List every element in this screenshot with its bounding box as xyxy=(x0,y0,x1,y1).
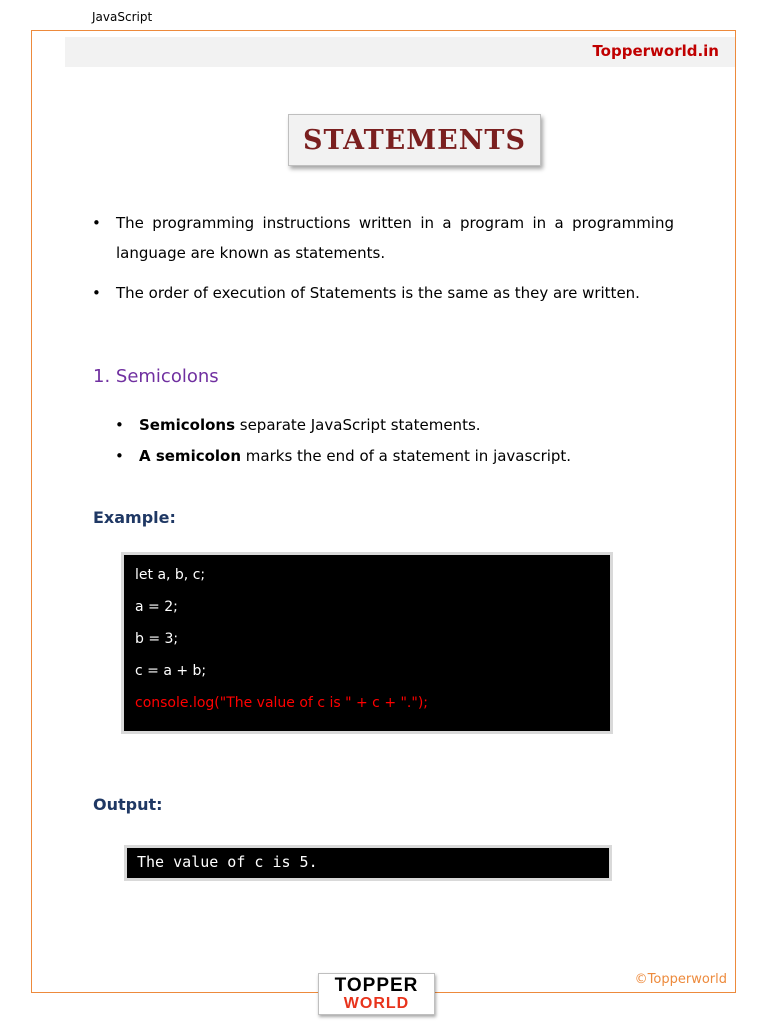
bullet-bold-term: A semicolon xyxy=(139,447,242,465)
header-bar xyxy=(65,37,735,67)
list-item xyxy=(115,441,675,472)
bullet-text: separate JavaScript statements. xyxy=(235,416,481,434)
copyright-text: ©Topperworld xyxy=(634,972,727,987)
code-line: c = a + b; xyxy=(135,663,207,679)
code-block xyxy=(121,552,613,734)
code-line: let a, b, c; xyxy=(135,567,206,583)
output-text: The value of c is 5. xyxy=(137,853,318,871)
code-line: a = 2; xyxy=(135,599,178,615)
example-label: Example: xyxy=(93,508,176,527)
code-line: b = 3; xyxy=(135,631,179,647)
bullet-bold-term: Semicolons xyxy=(139,416,235,434)
topperworld-logo xyxy=(318,973,435,1015)
code-line-highlighted: console.log("The value of c is " + c + "."); xyxy=(135,695,429,711)
code-lines xyxy=(135,559,428,719)
output-label: Output: xyxy=(93,795,163,814)
section-heading: 1. Semicolons xyxy=(93,366,219,387)
list-item: • The order of execution of Statements is the same as they are written. xyxy=(92,278,674,308)
logo-text-top: TOPPER xyxy=(334,975,419,996)
intro-bullet-list xyxy=(92,208,674,318)
list-item xyxy=(115,410,675,441)
running-head: JavaScript xyxy=(92,10,153,24)
semicolon-bullet-list xyxy=(115,410,675,472)
brand-name: Topperworld.in xyxy=(592,42,719,60)
logo-text-bottom: WORLD xyxy=(343,995,410,1012)
list-item: • The programming instructions written in a program in a programming language are known as statements. xyxy=(92,208,674,268)
page-title: STATEMENTS xyxy=(303,124,526,156)
output-block xyxy=(124,845,612,881)
bullet-text: marks the end of a statement in javascript. xyxy=(241,447,572,465)
title-box xyxy=(288,114,541,166)
